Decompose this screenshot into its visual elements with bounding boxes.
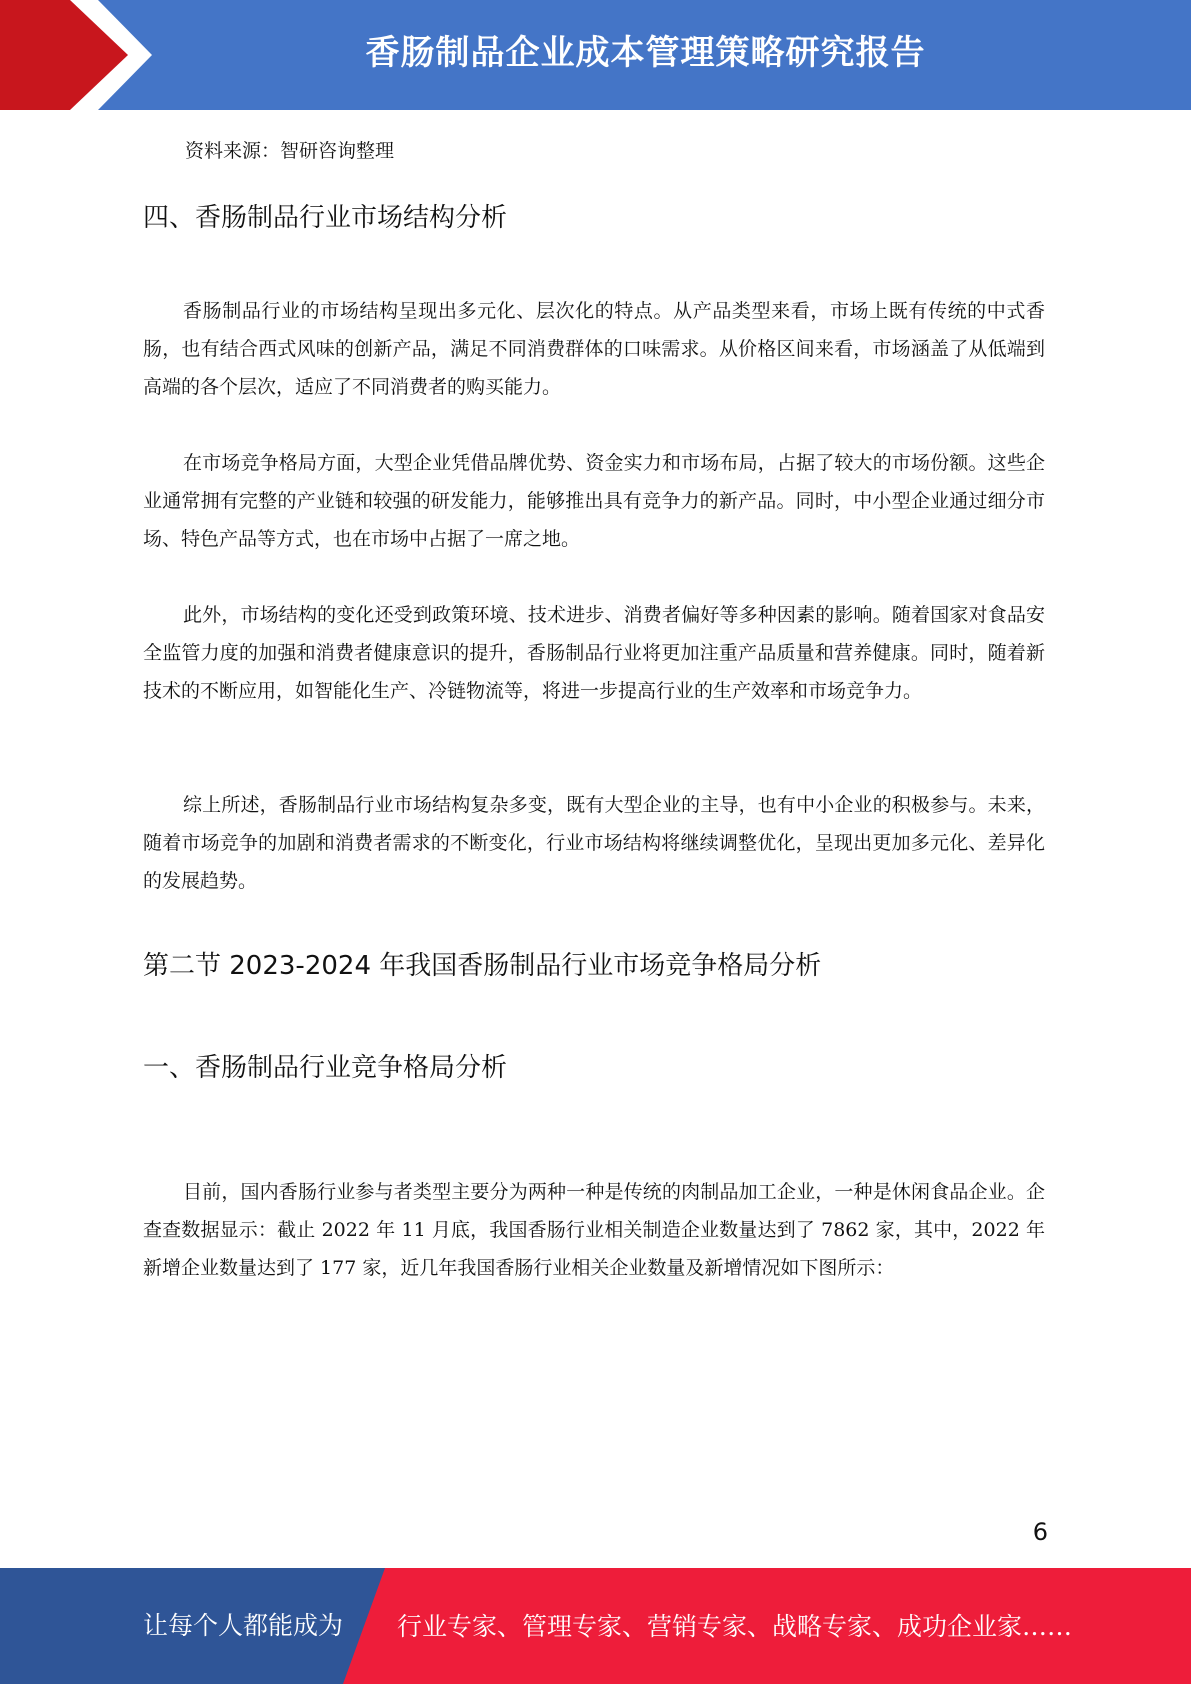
- report-title: 香肠制品企业成本管理策略研究报告: [365, 33, 926, 73]
- page-number: 6: [1032, 1518, 1048, 1546]
- body-paragraph: 香肠制品行业的市场结构呈现出多元化、层次化的特点。从产品类型来看，市场上既有传统的中式香肠，也有结合西式风味的创新产品，满足不同消费群体的口味需求。从价格区间来看，市场涵盖了从低端到高端的各个层次，适应了不同消费者的购买能力。: [143, 300, 1045, 398]
- footer-slogan-left: 让每个人都能成为: [143, 1611, 344, 1640]
- section-heading-four: 四、香肠制品行业市场结构分析: [143, 203, 508, 233]
- source-note: 资料来源：智研咨询整理: [185, 140, 395, 162]
- section-heading-second: 第二节 2023-2024 年我国香肠制品行业市场竞争格局分析: [143, 951, 822, 981]
- subsection-heading-one: 一、香肠制品行业竞争格局分析: [143, 1053, 508, 1083]
- footer-banner: [0, 1568, 1191, 1684]
- body-paragraph: 综上所述，香肠制品行业市场结构复杂多变，既有大型企业的主导，也有中小企业的积极参与。未来，随着市场竞争的加剧和消费者需求的不断变化，行业市场结构将继续调整优化，呈现出更加多元化、差异化的发展趋势。: [143, 794, 1045, 892]
- body-paragraph: 此外，市场结构的变化还受到政策环境、技术进步、消费者偏好等多种因素的影响。随着国家对食品安全监管力度的加强和消费者健康意识的提升，香肠制品行业将更加注重产品质量和营养健康。同时，随着新技术的不断应用，如智能化生产、冷链物流等，将进一步提高行业的生产效率和市场竞争力。: [143, 604, 1045, 702]
- header-chevron-decoration: [0, 0, 160, 110]
- header-banner: [0, 0, 1191, 110]
- body-paragraph: 在市场竞争格局方面，大型企业凭借品牌优势、资金实力和市场布局，占据了较大的市场份额。这些企业通常拥有完整的产业链和较强的研发能力，能够推出具有竞争力的新产品。同时，中小型企业通过细分市场、特色产品等方式，也在市场中占据了一席之地。: [143, 452, 1045, 550]
- body-paragraph: 目前，国内香肠行业参与者类型主要分为两种一种是传统的肉制品加工企业，一种是休闲食品企业。企查查数据显示：截止 2022 年 11 月底，我国香肠行业相关制造企业数量达到了 7862 家，其中，2022 年新增企业数量达到了 177 家，近几年我国香肠行业相关企业数量及新增情况如下图所示：: [143, 1181, 1045, 1279]
- footer-slogan-right: 行业专家、管理专家、营销专家、战略专家、成功企业家……: [397, 1612, 1073, 1641]
